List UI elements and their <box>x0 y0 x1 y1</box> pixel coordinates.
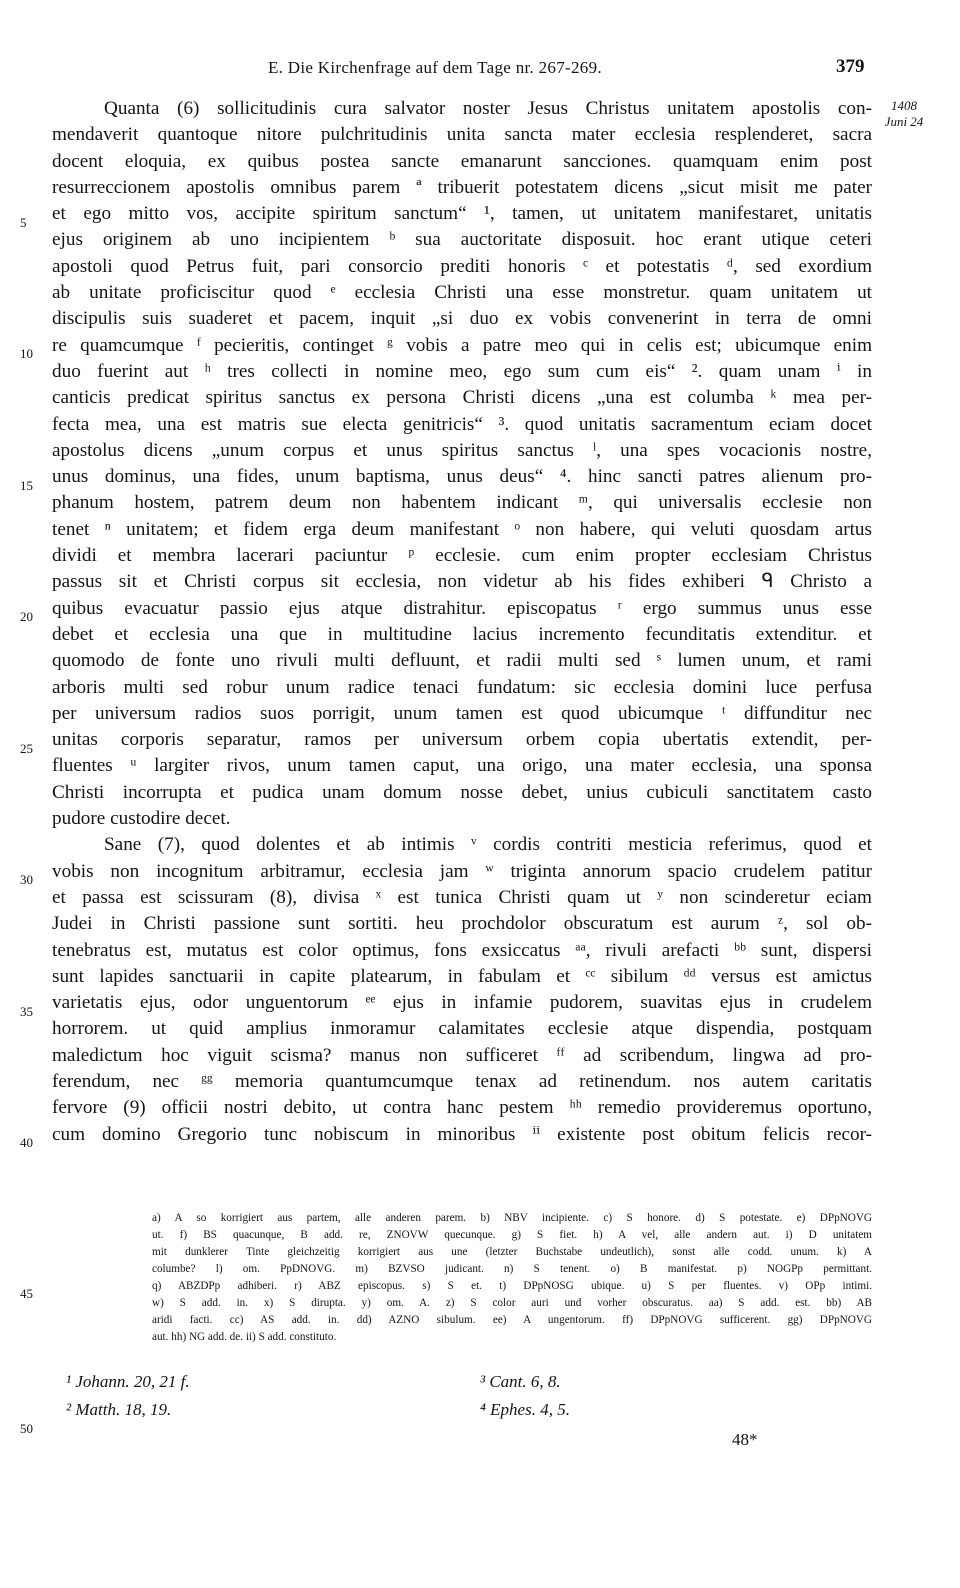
text-line: sunt lapides sanctuarii in capite platearum, in fabulam et ᶜᶜ sibilum ᵈᵈ versus est amictus <box>52 965 872 987</box>
critical-apparatus <box>152 1210 872 1346</box>
text-line: dividi et membra lacerari paciuntur ᵖ ecclesie. cum enim propter ecclesiam Christus <box>52 545 872 567</box>
apparatus-line: w) S add. in. x) S dirupta. y) om. A. z) S color auri und vorher obscuratus. aa) S add. est. bb) AB <box>152 1297 872 1309</box>
line-number: 5 <box>20 215 27 230</box>
source-references-left <box>66 1368 190 1424</box>
line-number: 10 <box>20 346 33 361</box>
text-line: ejus originem ab uno incipientem ᵇ sua auctoritate disposuit. hoc erant utique ceteri <box>52 229 872 251</box>
line-number: 45 <box>20 1286 33 1301</box>
apparatus-line: aut. hh) NG add. de. ii) S add. constituto. <box>152 1331 337 1343</box>
source-reference: ⁴ Ephes. 4, 5. <box>480 1400 570 1419</box>
text-line: maledictum hoc viguit scisma? manus non sufficeret ᶠᶠ ad scribendum, lingwa ad pro- <box>52 1044 872 1066</box>
text-line: tenebratus est, mutatus est color optimus, fons exsiccatus ᵃᵃ, rivuli arefacti ᵇᵇ sunt, dispersi <box>52 939 872 961</box>
line-number: 30 <box>20 872 33 887</box>
margin-year: 1408 <box>891 98 917 113</box>
line-number: 25 <box>20 741 33 756</box>
text-line: fecta mea, una est matris sue electa genitricis“ ³. quod unitatis sacramentum eciam docet <box>52 413 872 435</box>
text-line: quomodo de fonte uno rivuli multi defluunt, et radii multi sed ˢ lumen unum, et rami <box>52 650 872 672</box>
text-line: varietatis ejus, odor unguentorum ᵉᵉ ejus in infamie pudorem, suavitas ejus in crudelem <box>52 992 872 1014</box>
apparatus-line: ut. f) BS quacunque, B add. re, ZNOVW quecunque. g) S fiet. h) A vel, alle andern aut. i) D unitatem <box>152 1229 872 1241</box>
text-line: fervore (9) officii nostri debito, ut contra hanc pestem ʰʰ remedio provideremus oportuno, <box>52 1097 872 1119</box>
line-number: 35 <box>20 1004 33 1019</box>
text-line: horrorem. ut quid amplius inmoramur calamitates ecclesie atque dispendia, postquam <box>52 1018 872 1040</box>
text-line: apostoli quod Petrus fuit, pari consorcio prediti honoris ᶜ et potestatis ᵈ, sed exordium <box>52 255 872 277</box>
line-number: 20 <box>20 609 33 624</box>
apparatus-line: aridi facti. cc) AS add. in. dd) AZNO sibulum. ee) A ungentorum. ff) DPpNOVG sufficerent. gg) DPpNOVG <box>152 1314 872 1326</box>
text-line: unitas corporis separatur, ramos per universum orbem copia ubertatis extendit, per- <box>52 729 872 751</box>
source-reference: ³ Cant. 6, 8. <box>480 1372 561 1391</box>
text-line: mendaverit quantoque nitore pulchritudinis unita sancta mater ecclesia resplenderet, sacra <box>52 124 872 146</box>
text-line: Judei in Christi passione sunt sortiti. heu prochdolor obscuratum est aurum ᶻ, sol ob- <box>52 913 872 935</box>
main-text <box>52 96 872 1148</box>
page-number: 379 <box>836 56 865 77</box>
source-reference: ² Matth. 18, 19. <box>66 1400 172 1419</box>
text-line: vobis non incognitum arbitramur, ecclesia jam ʷ triginta annorum spacio crudelem patitur <box>52 860 872 882</box>
text-line: quibus evacuatur passio ejus atque distrahitur. episcopatus ʳ ergo summus unus esse <box>52 597 872 619</box>
text-line: discipulis suis suaderet et pacem, inquit „si duo ex vobis convenerint in terra de omni <box>52 308 872 330</box>
text-line: passus sit et Christi corpus sit ecclesia, non videtur ab his fides exhiberi ᑫ Christo a <box>52 571 872 593</box>
text-line: tenet ⁿ unitatem; et fidem erga deum manifestant ᵒ non habere, qui veluti quosdam artus <box>52 518 872 540</box>
text-line: fluentes ᵘ largiter rivos, unum tamen caput, una origo, una mater ecclesia, una sponsa <box>52 755 872 777</box>
text-line: docent eloquia, ex quibus postea sancte emanarunt sancciones. quamquam enim post <box>52 150 872 172</box>
text-line: Christi incorrupta et pudica unam domum nosse debet, unius cubiculi sanctitatem casto <box>52 781 872 803</box>
page-header <box>0 58 960 82</box>
margin-day: Juni 24 <box>884 114 924 129</box>
text-line: ferendum, nec ᵍᵍ memoria quantumcumque tenax ad retinendum. nos autem caritatis <box>52 1070 872 1092</box>
margin-date-note <box>876 98 932 130</box>
text-line: cum domino Gregorio tunc nobiscum in minoribus ⁱⁱ existente post obitum felicis recor- <box>52 1123 872 1145</box>
text-line: Sane (7), quod dolentes et ab intimis ᵛ cordis contriti mesticia referimus, quod et <box>104 834 872 856</box>
text-line: apostolus dicens „unum corpus et unus spiritus sanctus ˡ, una spes vocacionis nostre, <box>52 439 872 461</box>
text-line: duo fuerint aut ʰ tres collecti in nomine meo, ego sum cum eis“ ². quam unam ⁱ in <box>52 360 872 382</box>
line-number: 50 <box>20 1421 33 1436</box>
text-line: phanum hostem, patrem deum non habentem indicant ᵐ, qui universalis ecclesie non <box>52 492 872 514</box>
text-line: et ego mitto vos, accipite spiritum sanctum“ ¹, tamen, ut unitatem manifestaret, unitatis <box>52 203 872 225</box>
text-line: unus dominus, una fides, unum baptisma, unus deus“ ⁴. hinc sancti patres alienum pro- <box>52 466 872 488</box>
apparatus-line: q) ABZDPp adhiberi. r) ABZ episcopus. s) S et. t) DPpNOSG ubique. u) S per fluentes. v) OPp intimi. <box>152 1280 872 1292</box>
line-number: 15 <box>20 478 33 493</box>
text-line: arboris multi sed robur unum radice tenaci fundatum: sic ecclesia domini luce perfusa <box>52 676 872 698</box>
text-line: pudore custodire decet. <box>52 808 231 830</box>
text-line: canticis predicat spiritus sanctus ex persona Christi dicens „una est columba ᵏ mea per- <box>52 387 872 409</box>
text-line: ab unitate proficiscitur quod ᵉ ecclesia Christi una esse monstretur. quam unitatem ut <box>52 282 872 304</box>
text-line: re quamcumque ᶠ pecieritis, continget ᵍ vobis a patre meo qui in celis est; ubicumque enim <box>52 334 872 356</box>
running-title: E. Die Kirchenfrage auf dem Tage nr. 267-269. <box>268 58 602 77</box>
text-line: debet et ecclesia una que in multitudine lacius incremento fecunditatis extenditur. et <box>52 623 872 645</box>
text-line: Quanta (6) sollicitudinis cura salvator noster Jesus Christus unitatem apostolis con- <box>104 98 872 119</box>
source-references-right <box>480 1368 570 1424</box>
source-reference: ¹ Johann. 20, 21 f. <box>66 1372 190 1391</box>
text-line: et passa est scissuram (8), divisa ˣ est tunica Christi quam ut ʸ non scinderetur eciam <box>52 886 872 908</box>
text-line: resurreccionem apostolis omnibus parem ª tribuerit potestatem dicens „sicut misit me pater <box>52 176 872 198</box>
apparatus-line: columbe? l) om. PpDNOVG. m) BZVSO judicant. n) S tenent. o) B manifestat. p) NOGPp permittant. <box>152 1263 872 1275</box>
apparatus-line: mit dunklerer Tinte gleichzeitig korrigiert aus une (letzter Buchstabe undeutlich), sonst alle codd. unum. k) A <box>152 1246 872 1258</box>
apparatus-line: a) A so korrigiert aus partem, alle anderen parem. b) NBV incipiente. c) S honore. d) S potestate. e) DPpNOVG <box>152 1212 872 1224</box>
sheet-signature: 48* <box>732 1430 758 1449</box>
line-number: 40 <box>20 1135 33 1150</box>
text-line: per universum radios suos porrigit, unum tamen est quod ubicumque ᵗ diffunditur nec <box>52 702 872 724</box>
